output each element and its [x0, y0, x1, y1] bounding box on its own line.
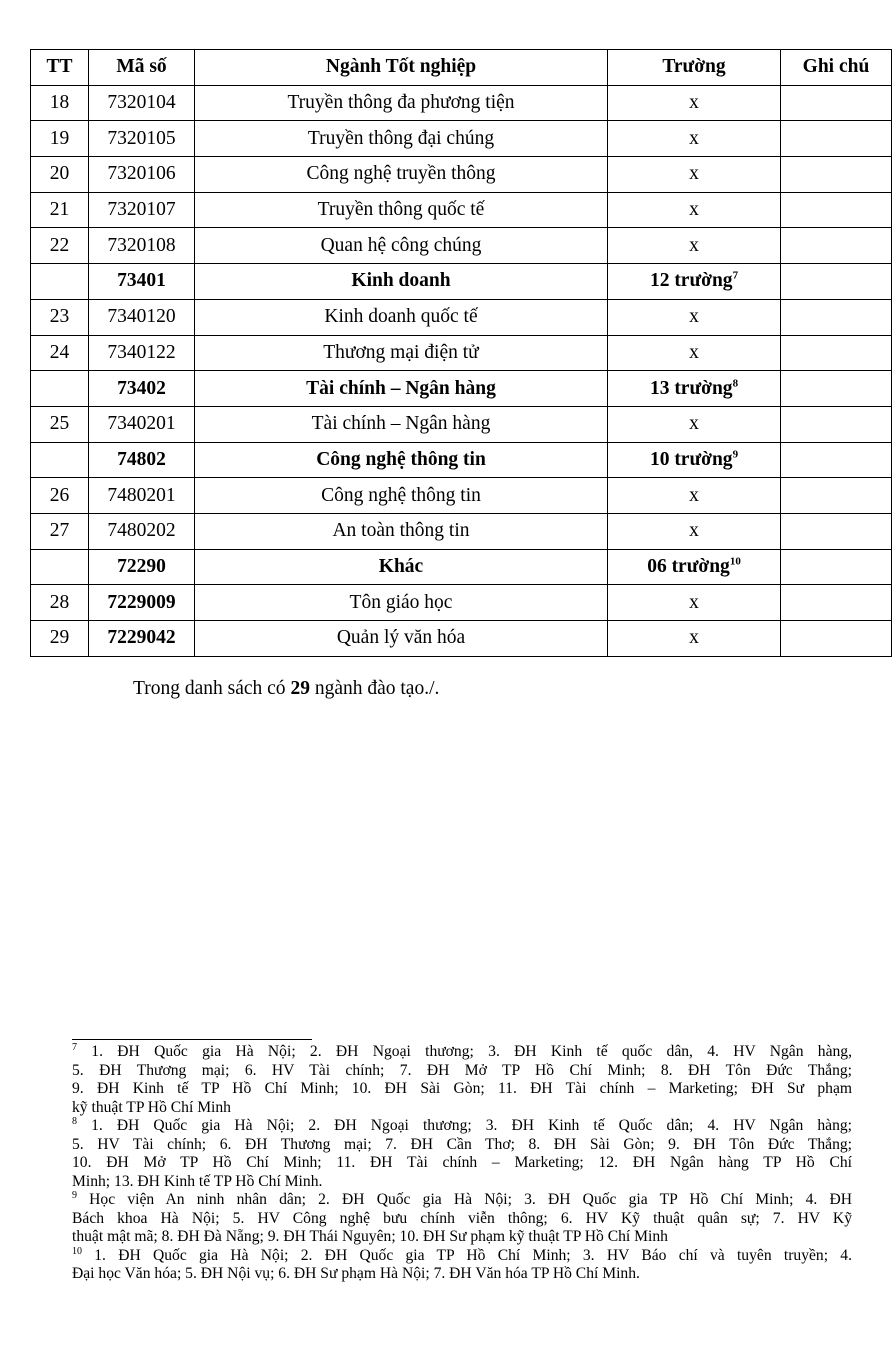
cell-major: An toàn thông tin — [195, 513, 608, 549]
table-row — [31, 478, 892, 514]
footnote-mark: 8 — [72, 1115, 77, 1127]
cell-tt: 21 — [31, 192, 89, 228]
cell-major: Tôn giáo học — [195, 585, 608, 621]
cell-note — [781, 442, 892, 478]
cell-tt: 22 — [31, 228, 89, 264]
header-note: Ghi chú — [781, 50, 892, 86]
summary-before: Trong danh sách có — [133, 678, 291, 699]
cell-school: x — [608, 192, 781, 228]
cell-tt: 25 — [31, 406, 89, 442]
cell-note — [781, 406, 892, 442]
cell-note — [781, 371, 892, 407]
cell-school — [608, 442, 781, 478]
table-row — [31, 192, 892, 228]
footnote-line: Bách khoa Hà Nội; 5. HV Công nghệ bưu chính viễn thông; 6. HV Kỹ thuật quân sự; 7. HV Kỹ — [72, 1209, 852, 1227]
school-count: 13 trường — [649, 377, 733, 399]
footnote-line: 5. ĐH Thương mại; 6. HV Tài chính; 7. ĐH Mở TP Hồ Chí Minh; 8. ĐH Tôn Đức Thắng; — [72, 1061, 852, 1079]
cell-tt: 24 — [31, 335, 89, 371]
footnote-text: 1. ĐH Quốc gia Hà Nội; 2. ĐH Ngoại thương; 3. ĐH Kinh tế Quốc dân; 4. HV Ngân hàng; — [77, 1117, 852, 1134]
cell-note — [781, 264, 892, 300]
cell-school — [608, 371, 781, 407]
cell-major: Thương mại điện tử — [195, 335, 608, 371]
footnote-line: Minh; 13. ĐH Kinh tế TP Hồ Chí Minh. — [72, 1172, 323, 1190]
cell-code: 7480202 — [89, 513, 195, 549]
cell-code: 7340120 — [89, 299, 195, 335]
cell-school: x — [608, 228, 781, 264]
footnote-first-line — [72, 1247, 852, 1266]
cell-school: x — [608, 513, 781, 549]
cell-major: Công nghệ thông tin — [195, 478, 608, 514]
footnotes — [72, 1043, 852, 1284]
table-row — [31, 121, 892, 157]
cell-code: 7320105 — [89, 121, 195, 157]
cell-code: 73401 — [89, 264, 195, 300]
cell-note — [781, 299, 892, 335]
cell-school: x — [608, 406, 781, 442]
footnote-text: 1. ĐH Quốc gia Hà Nội; 2. ĐH Quốc gia TP Hồ Chí Minh; 3. HV Báo chí và tuyên truyền; 4. — [82, 1246, 852, 1264]
cell-tt: 19 — [31, 121, 89, 157]
footnote-ref: 10 — [729, 555, 741, 568]
table-row — [31, 621, 892, 657]
cell-tt: 28 — [31, 585, 89, 621]
cell-note — [781, 228, 892, 264]
footnote-ref: 9 — [732, 448, 739, 461]
footnote-line: 5. HV Tài chính; 6. ĐH Thương mại; 7. ĐH Cần Thơ; 8. ĐH Sài Gòn; 9. ĐH Tôn Đức Thắng; — [72, 1135, 852, 1153]
footnote — [72, 1117, 852, 1191]
footnote-text: 1. ĐH Quốc gia Hà Nội; 2. ĐH Ngoại thương; 3. ĐH Kinh tế quốc dân, 4. HV Ngân hàng, — [77, 1043, 852, 1060]
footnote-line: Đại học Văn hóa; 5. ĐH Nội vụ; 6. ĐH Sư phạm Hà Nội; 7. ĐH Văn hóa TP Hồ Chí Minh. — [72, 1265, 640, 1282]
table-body — [31, 85, 892, 656]
footnote-mark: 9 — [72, 1189, 77, 1201]
cell-major: Kinh doanh — [195, 264, 608, 300]
cell-note — [781, 478, 892, 514]
table-row — [31, 157, 892, 193]
cell-code: 74802 — [89, 442, 195, 478]
header-major: Ngành Tốt nghiệp — [195, 50, 608, 86]
table-row — [31, 406, 892, 442]
cell-school: x — [608, 157, 781, 193]
group-row — [31, 442, 892, 478]
cell-major: Truyền thông đại chúng — [195, 121, 608, 157]
cell-tt: 20 — [31, 157, 89, 193]
cell-school: x — [608, 121, 781, 157]
majors-table — [30, 49, 892, 657]
cell-tt: 29 — [31, 621, 89, 657]
cell-code: 7229009 — [89, 585, 195, 621]
cell-tt — [31, 442, 89, 478]
cell-code: 7340122 — [89, 335, 195, 371]
cell-major: Truyền thông quốc tế — [195, 192, 608, 228]
summary-text — [133, 678, 439, 700]
cell-note — [781, 157, 892, 193]
cell-tt: 23 — [31, 299, 89, 335]
cell-major: Công nghệ thông tin — [195, 442, 608, 478]
cell-tt: 27 — [31, 513, 89, 549]
footnote — [72, 1043, 852, 1117]
table-row — [31, 513, 892, 549]
summary-count: 29 — [290, 678, 310, 699]
cell-major: Tài chính – Ngân hàng — [195, 371, 608, 407]
cell-tt — [31, 264, 89, 300]
footnote-line: thuật mật mã; 8. ĐH Đà Nẵng; 9. ĐH Thái Nguyên; 10. ĐH Sư phạm kỹ thuật TP Hồ Chí Minh — [72, 1228, 668, 1245]
footnote-line: 10. ĐH Mở TP Hồ Chí Minh; 11. ĐH Tài chính – Marketing; 12. ĐH Ngân hàng TP Hồ Chí — [72, 1154, 852, 1171]
cell-major: Truyền thông đa phương tiện — [195, 85, 608, 121]
cell-school: x — [608, 621, 781, 657]
footnote-line: kỹ thuật TP Hồ Chí Minh — [72, 1098, 231, 1116]
cell-note — [781, 85, 892, 121]
cell-code: 7320107 — [89, 192, 195, 228]
cell-code: 7340201 — [89, 406, 195, 442]
cell-code: 7480201 — [89, 478, 195, 514]
cell-code: 7320106 — [89, 157, 195, 193]
cell-school: x — [608, 85, 781, 121]
cell-school — [608, 549, 781, 585]
cell-school: x — [608, 335, 781, 371]
footnote-first-line — [72, 1191, 852, 1210]
cell-note — [781, 585, 892, 621]
cell-tt — [31, 371, 89, 407]
cell-code: 7320104 — [89, 85, 195, 121]
cell-school: x — [608, 478, 781, 514]
footnote-mark: 10 — [72, 1245, 82, 1257]
cell-note — [781, 192, 892, 228]
cell-code: 72290 — [89, 549, 195, 585]
cell-code: 7320108 — [89, 228, 195, 264]
cell-note — [781, 121, 892, 157]
summary-after: ngành đào tạo./. — [309, 678, 440, 699]
cell-major: Tài chính – Ngân hàng — [195, 406, 608, 442]
cell-note — [781, 549, 892, 585]
header-school: Trường — [608, 50, 781, 86]
cell-major: Quan hệ công chúng — [195, 228, 608, 264]
cell-major: Công nghệ truyền thông — [195, 157, 608, 193]
cell-school — [608, 264, 781, 300]
cell-school: x — [608, 299, 781, 335]
footnote-mark: 7 — [72, 1041, 77, 1053]
group-row — [31, 264, 892, 300]
header-tt: TT — [31, 50, 89, 86]
school-count: 12 trường — [649, 270, 733, 292]
footnote-ref: 8 — [732, 377, 739, 390]
table-row — [31, 299, 892, 335]
footnote — [72, 1247, 852, 1284]
cell-code: 7229042 — [89, 621, 195, 657]
footnote — [72, 1191, 852, 1247]
cell-note — [781, 335, 892, 371]
table-row — [31, 335, 892, 371]
school-count: 10 trường — [649, 448, 733, 470]
cell-school: x — [608, 585, 781, 621]
group-row — [31, 371, 892, 407]
school-count: 06 trường — [647, 555, 730, 577]
table-row — [31, 85, 892, 121]
cell-tt — [31, 549, 89, 585]
footnote-separator — [72, 1039, 312, 1040]
table-header-row — [31, 50, 892, 86]
cell-note — [781, 621, 892, 657]
cell-tt: 26 — [31, 478, 89, 514]
cell-major: Khác — [195, 549, 608, 585]
cell-tt: 18 — [31, 85, 89, 121]
cell-major: Quản lý văn hóa — [195, 621, 608, 657]
table-row — [31, 585, 892, 621]
cell-code: 73402 — [89, 371, 195, 407]
table-row — [31, 228, 892, 264]
group-row — [31, 549, 892, 585]
footnote-line: 9. ĐH Kinh tế TP Hồ Chí Minh; 10. ĐH Sài Gòn; 11. ĐH Tài chính – Marketing; ĐH Sư phạm — [72, 1080, 852, 1097]
footnote-first-line — [72, 1117, 852, 1136]
header-code: Mã số — [89, 50, 195, 86]
footnote-ref: 7 — [732, 269, 739, 282]
cell-note — [781, 513, 892, 549]
footnote-text: Học viện An ninh nhân dân; 2. ĐH Quốc gia Hà Nội; 3. ĐH Quốc gia TP Hồ Chí Minh; 4. ĐH — [77, 1191, 852, 1208]
cell-major: Kinh doanh quốc tế — [195, 299, 608, 335]
footnote-first-line — [72, 1043, 852, 1062]
